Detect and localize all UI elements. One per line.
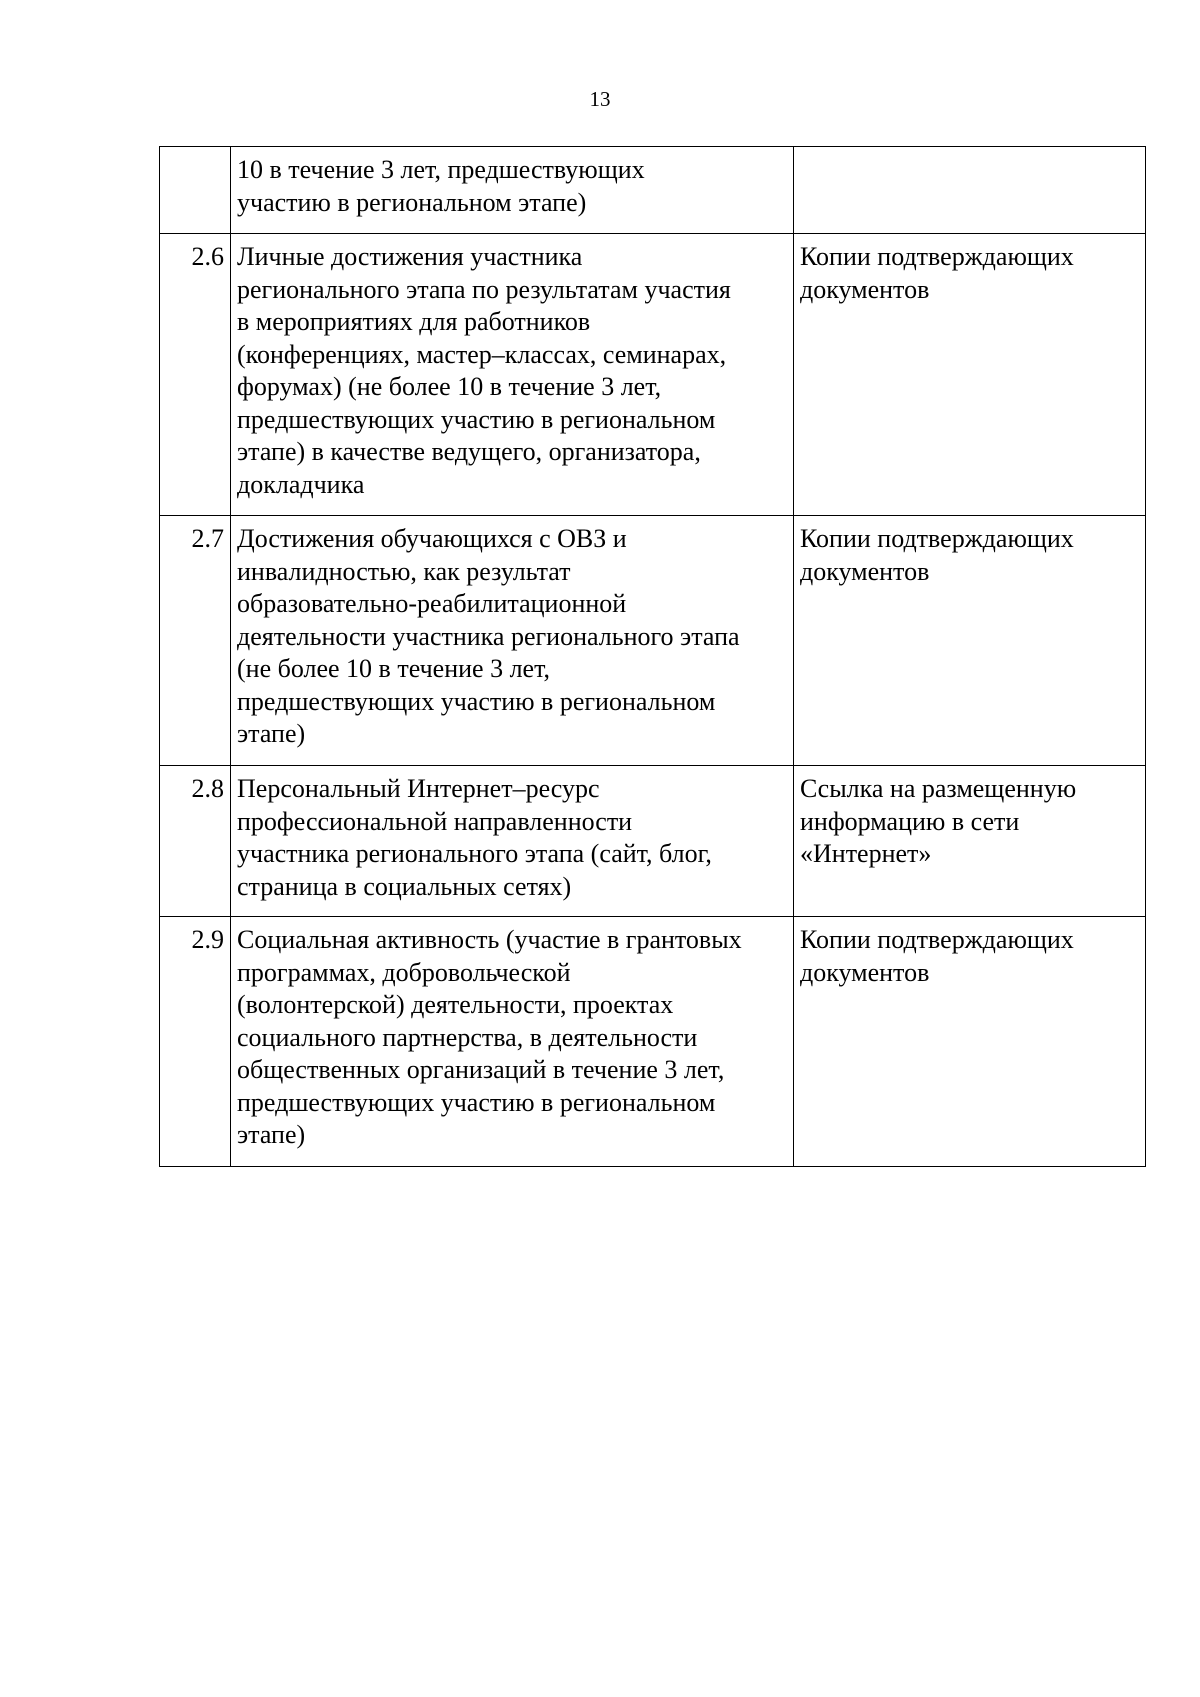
- document-line: информацию в сети: [800, 806, 1020, 836]
- description-line: предшествующих участию в региональном: [237, 404, 716, 434]
- table-row: [160, 917, 1146, 1167]
- criterion-description: [231, 516, 794, 766]
- description-line: (волонтерской) деятельности, проектах: [237, 990, 674, 1019]
- criterion-description: [231, 917, 794, 1167]
- criterion-description: [231, 766, 794, 917]
- row-number: 2.7: [160, 516, 231, 766]
- row-number: 2.8: [160, 766, 231, 917]
- row-number: [160, 147, 231, 234]
- description-line: страница в социальных сетях): [237, 871, 572, 901]
- description-line: в мероприятиях для работников: [237, 307, 591, 336]
- table-row: [160, 516, 1146, 766]
- document-line: «Интернет»: [800, 839, 932, 868]
- criteria-table: [159, 146, 1146, 1167]
- confirming-document: [794, 147, 1146, 234]
- description-line: этапе) в качестве ведущего, организатора,: [237, 437, 701, 466]
- table-row: [160, 147, 1146, 234]
- description-line: этапе): [237, 1120, 306, 1149]
- confirming-document: [794, 234, 1146, 516]
- criterion-description: [231, 147, 794, 234]
- description-line: программах, добровольческой: [237, 957, 571, 987]
- document-line: документов: [800, 556, 930, 586]
- description-line: предшествующих участию в региональном: [237, 1087, 716, 1117]
- document-line: документов: [800, 274, 930, 304]
- description-line: этапе): [237, 719, 306, 748]
- confirming-document: [794, 917, 1146, 1167]
- table-row: [160, 234, 1146, 516]
- document-line: Ссылка на размещенную: [800, 774, 1077, 803]
- document-line: Копии подтверждающих: [800, 242, 1074, 271]
- description-line: инвалидностью, как результат: [237, 556, 571, 586]
- description-line: форумах) (не более 10 в течение 3 лет,: [237, 372, 662, 401]
- description-line: участию в региональном этапе): [237, 187, 587, 217]
- confirming-document: [794, 766, 1146, 917]
- page-number: 13: [589, 87, 611, 111]
- confirming-document: [794, 516, 1146, 766]
- description-line: предшествующих участию в региональном: [237, 686, 716, 716]
- description-line: образовательно-реабилитационной: [237, 589, 627, 618]
- document-line: Копии подтверждающих: [800, 524, 1074, 553]
- description-line: общественных организаций в течение 3 лет,: [237, 1055, 725, 1084]
- description-line: Персональный Интернет–ресурс: [237, 774, 600, 803]
- description-line: участника регионального этапа (сайт, блог,: [237, 839, 712, 868]
- description-line: профессиональной направленности: [237, 806, 633, 836]
- description-line: Достижения обучающихся с ОВЗ и: [237, 524, 627, 553]
- description-line: 10 в течение 3 лет, предшествующих: [237, 155, 645, 184]
- table-row: [160, 766, 1146, 917]
- row-number: 2.6: [160, 234, 231, 516]
- description-line: деятельности участника регионального этапа: [237, 621, 740, 651]
- description-line: социального партнерства, в деятельности: [237, 1022, 698, 1052]
- description-line: (конференциях, мастер–классах, семинарах,: [237, 339, 727, 369]
- document-line: Копии подтверждающих: [800, 925, 1074, 954]
- description-line: Личные достижения участника: [237, 242, 583, 271]
- description-line: (не более 10 в течение 3 лет,: [237, 654, 550, 683]
- description-line: Социальная активность (участие в грантовых: [237, 925, 742, 954]
- document-line: документов: [800, 957, 930, 987]
- row-number: 2.9: [160, 917, 231, 1167]
- criterion-description: [231, 234, 794, 516]
- description-line: докладчика: [237, 469, 365, 499]
- description-line: регионального этапа по результатам участия: [237, 274, 731, 304]
